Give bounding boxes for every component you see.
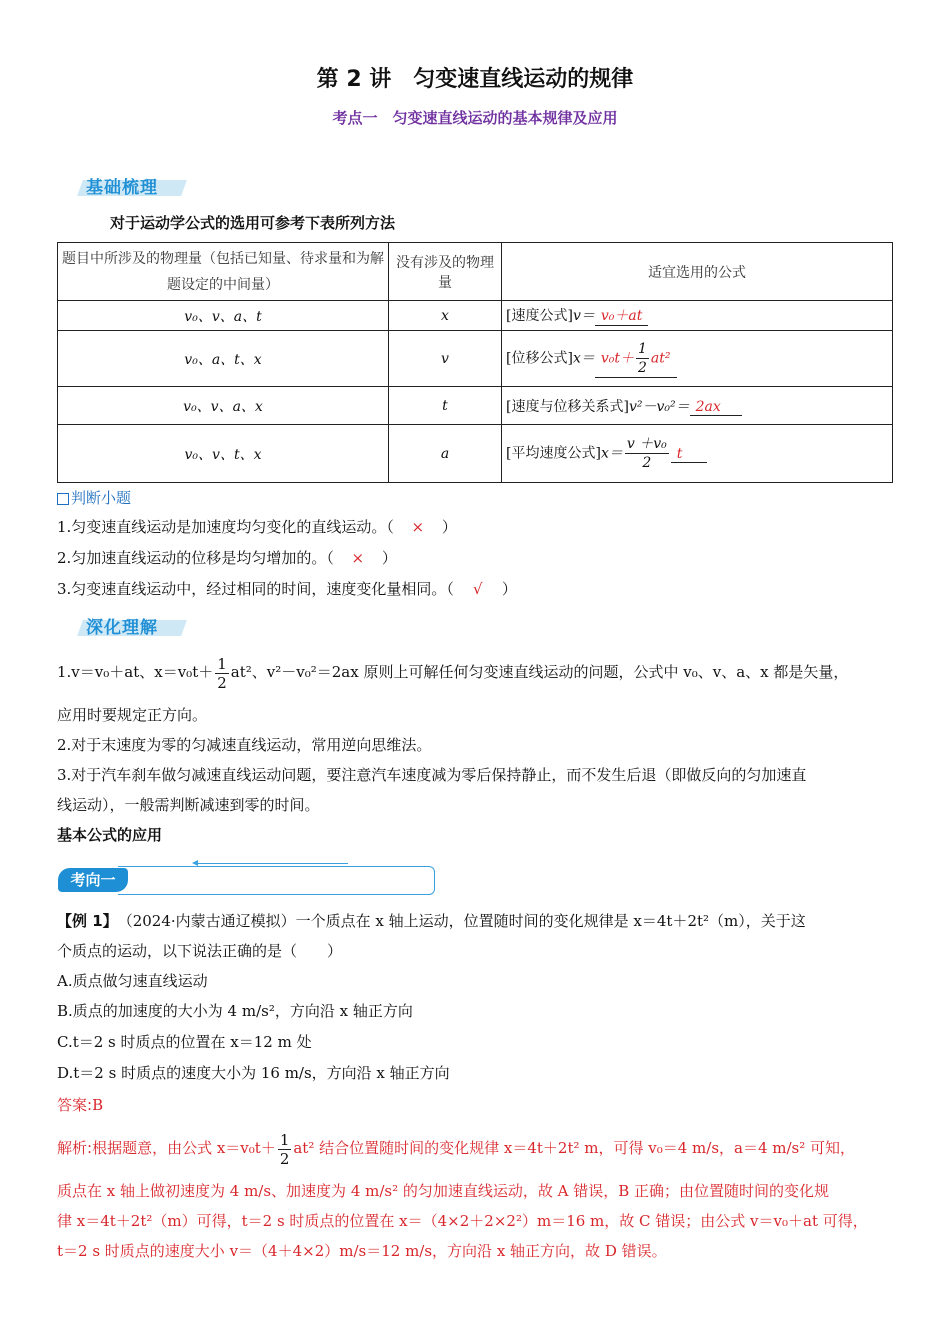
analysis-label: 解析:	[57, 1139, 93, 1157]
formula-name: [位移公式]	[506, 350, 573, 366]
analysis-text: at² 结合位置随时间的变化规律 x＝4t＋2t² m，可得 v₀＝4 m/s，a＝4 m/s² 可知，	[293, 1139, 856, 1157]
option-a: A.质点做匀速直线运动	[57, 972, 208, 990]
fraction	[625, 435, 669, 472]
basics-banner-label: 基础梳理	[86, 178, 158, 198]
option-c: C.t＝2 s 时质点的位置在 x＝12 m 处	[57, 1033, 312, 1051]
fraction-denominator: 2	[642, 455, 652, 471]
header-missing: 没有涉及的物理量	[389, 243, 502, 301]
fraction-numerator: 1	[279, 1130, 290, 1149]
formula-name: [速度公式]	[506, 308, 573, 324]
row-quantities: v₀、v、a、t	[58, 301, 389, 331]
deepen-point-3: 3.对于汽车刹车做匀减速直线运动问题，要注意汽车速度减为零后保持静止，而不发生后退（即做反向的匀加速直	[57, 766, 807, 784]
example-stem	[57, 906, 897, 936]
checkbox-icon	[57, 493, 69, 505]
table-row	[58, 387, 893, 425]
banner-frame	[118, 866, 435, 895]
formula-lhs: v＝	[572, 308, 595, 324]
judge-item	[57, 517, 457, 537]
section-heading: 基本公式的应用	[57, 826, 163, 844]
row-missing: x	[389, 301, 502, 331]
row-missing: a	[389, 425, 502, 483]
table-row	[58, 301, 893, 331]
deepen-banner	[80, 616, 184, 640]
judge-close: ）	[501, 580, 517, 598]
fraction-denominator: 2	[279, 1149, 290, 1168]
row-missing: v	[389, 331, 502, 387]
judge-mark: √	[473, 580, 483, 598]
deepen-point-3-cont: 线运动），一般需判断减速到零的时间。	[57, 796, 320, 814]
formula-table	[57, 242, 893, 483]
formula-lhs: x＝	[600, 445, 623, 462]
fraction-denominator: 2	[638, 359, 647, 376]
fraction	[278, 1131, 292, 1168]
judge-mark: ×	[351, 549, 365, 567]
judge-heading	[57, 487, 131, 508]
deepen-point-1-cont: 应用时要规定正方向。	[57, 706, 208, 724]
judge-close: ）	[441, 518, 457, 536]
fraction-numerator: 1	[217, 654, 227, 673]
row-quantities: v₀、a、t、x	[58, 331, 389, 387]
answer-line	[57, 1090, 897, 1120]
answer-label: 答案:	[57, 1096, 93, 1114]
direction-label: 考向一	[58, 868, 128, 892]
judge-question: 3.匀变速直线运动中，经过相同的时间，速度变化量相同。（	[57, 580, 454, 598]
formula-lhs: x＝	[572, 350, 595, 366]
formula-answer: t	[671, 446, 707, 463]
fraction-numerator: v ＋v₀	[626, 436, 667, 452]
option-b: B.质点的加速度的大小为 4 m/s²，方向沿 x 轴正方向	[57, 1002, 413, 1020]
formula-answer: 2ax	[690, 399, 742, 416]
fraction	[215, 655, 229, 692]
formula-answer-b: at²	[650, 350, 671, 366]
analysis-line-1	[57, 1126, 897, 1170]
row-missing: t	[389, 387, 502, 425]
judge-mark: ×	[411, 518, 425, 536]
table-caption: 对于运动学公式的选用可参考下表所列方法	[110, 214, 396, 232]
deepen-text: 1.v＝v₀＋at、x＝v₀t＋	[57, 663, 214, 681]
row-formula	[502, 331, 893, 387]
analysis-line-4: t＝2 s 时质点的速度大小 v＝（4＋4×2）m/s＝12 m/s，方向沿 x 轴正方向，故 D 错误。	[57, 1242, 667, 1260]
basics-banner	[80, 176, 184, 200]
direction-banner	[58, 866, 436, 894]
formula-answer: v₀＋at	[595, 305, 649, 326]
deepen-point-2: 2.对于末速度为零的匀减速直线运动，常用逆向思维法。	[57, 736, 432, 754]
deepen-banner-label: 深化理解	[86, 618, 158, 638]
fraction-denominator: 2	[217, 673, 227, 692]
judge-title: 判断小题	[71, 489, 132, 507]
example-stem-text: 一个质点在 x 轴上运动，位置随时间的变化规律是 x＝4t＋2t²（m），关于这	[295, 912, 806, 930]
deepen-text: at²、v²－v₀²＝2ax 原则上可解任何匀变速直线运动的问题，公式中 v₀、v、a、x 都是矢量，	[230, 663, 849, 681]
row-formula	[502, 301, 893, 331]
analysis-text: 根据题意，由公式 x＝v₀t＋	[92, 1139, 276, 1157]
judge-item	[57, 579, 517, 599]
fraction-numerator: 1	[638, 340, 647, 357]
example-label: 【例 1】	[57, 912, 111, 930]
judge-question: 2.匀加速直线运动的位移是均匀增加的。（	[57, 549, 334, 567]
table-row	[58, 425, 893, 483]
table-row	[58, 331, 893, 387]
section-subtitle: 考点一 匀变速直线运动的基本规律及应用	[332, 109, 618, 127]
answer-value: B	[92, 1096, 104, 1114]
analysis-line-3: 律 x＝4t＋2t²（m）可得，t＝2 s 时质点的位置在 x＝（4×2＋2×2²）m＝16 m，故 C 错误；由公式 v＝v₀＋at 可得，	[57, 1212, 868, 1230]
judge-question: 1.匀变速直线运动是加速度均匀变化的直线运动。（	[57, 518, 394, 536]
formula-name: [速度与位移关系式]	[506, 398, 629, 415]
judge-item	[57, 548, 397, 568]
judge-close: ）	[381, 549, 397, 567]
example-stem-cont: 个质点的运动，以下说法正确的是（ ）	[57, 942, 343, 960]
row-quantities: v₀、v、a、x	[58, 387, 389, 425]
example-source: （2024·内蒙古通辽模拟）	[125, 912, 296, 930]
arrow-icon	[198, 863, 348, 864]
formula-answer-a: v₀t＋	[600, 350, 634, 366]
fraction	[636, 340, 649, 377]
row-formula	[502, 387, 893, 425]
row-quantities: v₀、v、t、x	[58, 425, 389, 483]
header-formula: 适宜选用的公式	[502, 243, 893, 301]
option-d: D.t＝2 s 时质点的速度大小为 16 m/s，方向沿 x 轴正方向	[57, 1064, 450, 1082]
deepen-point-1	[57, 650, 897, 694]
formula-lhs: v²－v₀²＝	[628, 398, 690, 415]
formula-name: [平均速度公式]	[506, 445, 601, 462]
header-quantities: 题目中所涉及的物理量（包括已知量、待求量和为解题设定的中间量）	[58, 243, 389, 301]
page-title: 第 2 讲 匀变速直线运动的规律	[316, 67, 634, 92]
formula-answer	[595, 340, 677, 378]
row-formula	[502, 425, 893, 483]
table-header-row	[58, 243, 893, 301]
analysis-line-2: 质点在 x 轴上做初速度为 4 m/s、加速度为 4 m/s² 的匀加速直线运动，故 A 错误，B 正确；由位置随时间的变化规	[57, 1182, 830, 1200]
